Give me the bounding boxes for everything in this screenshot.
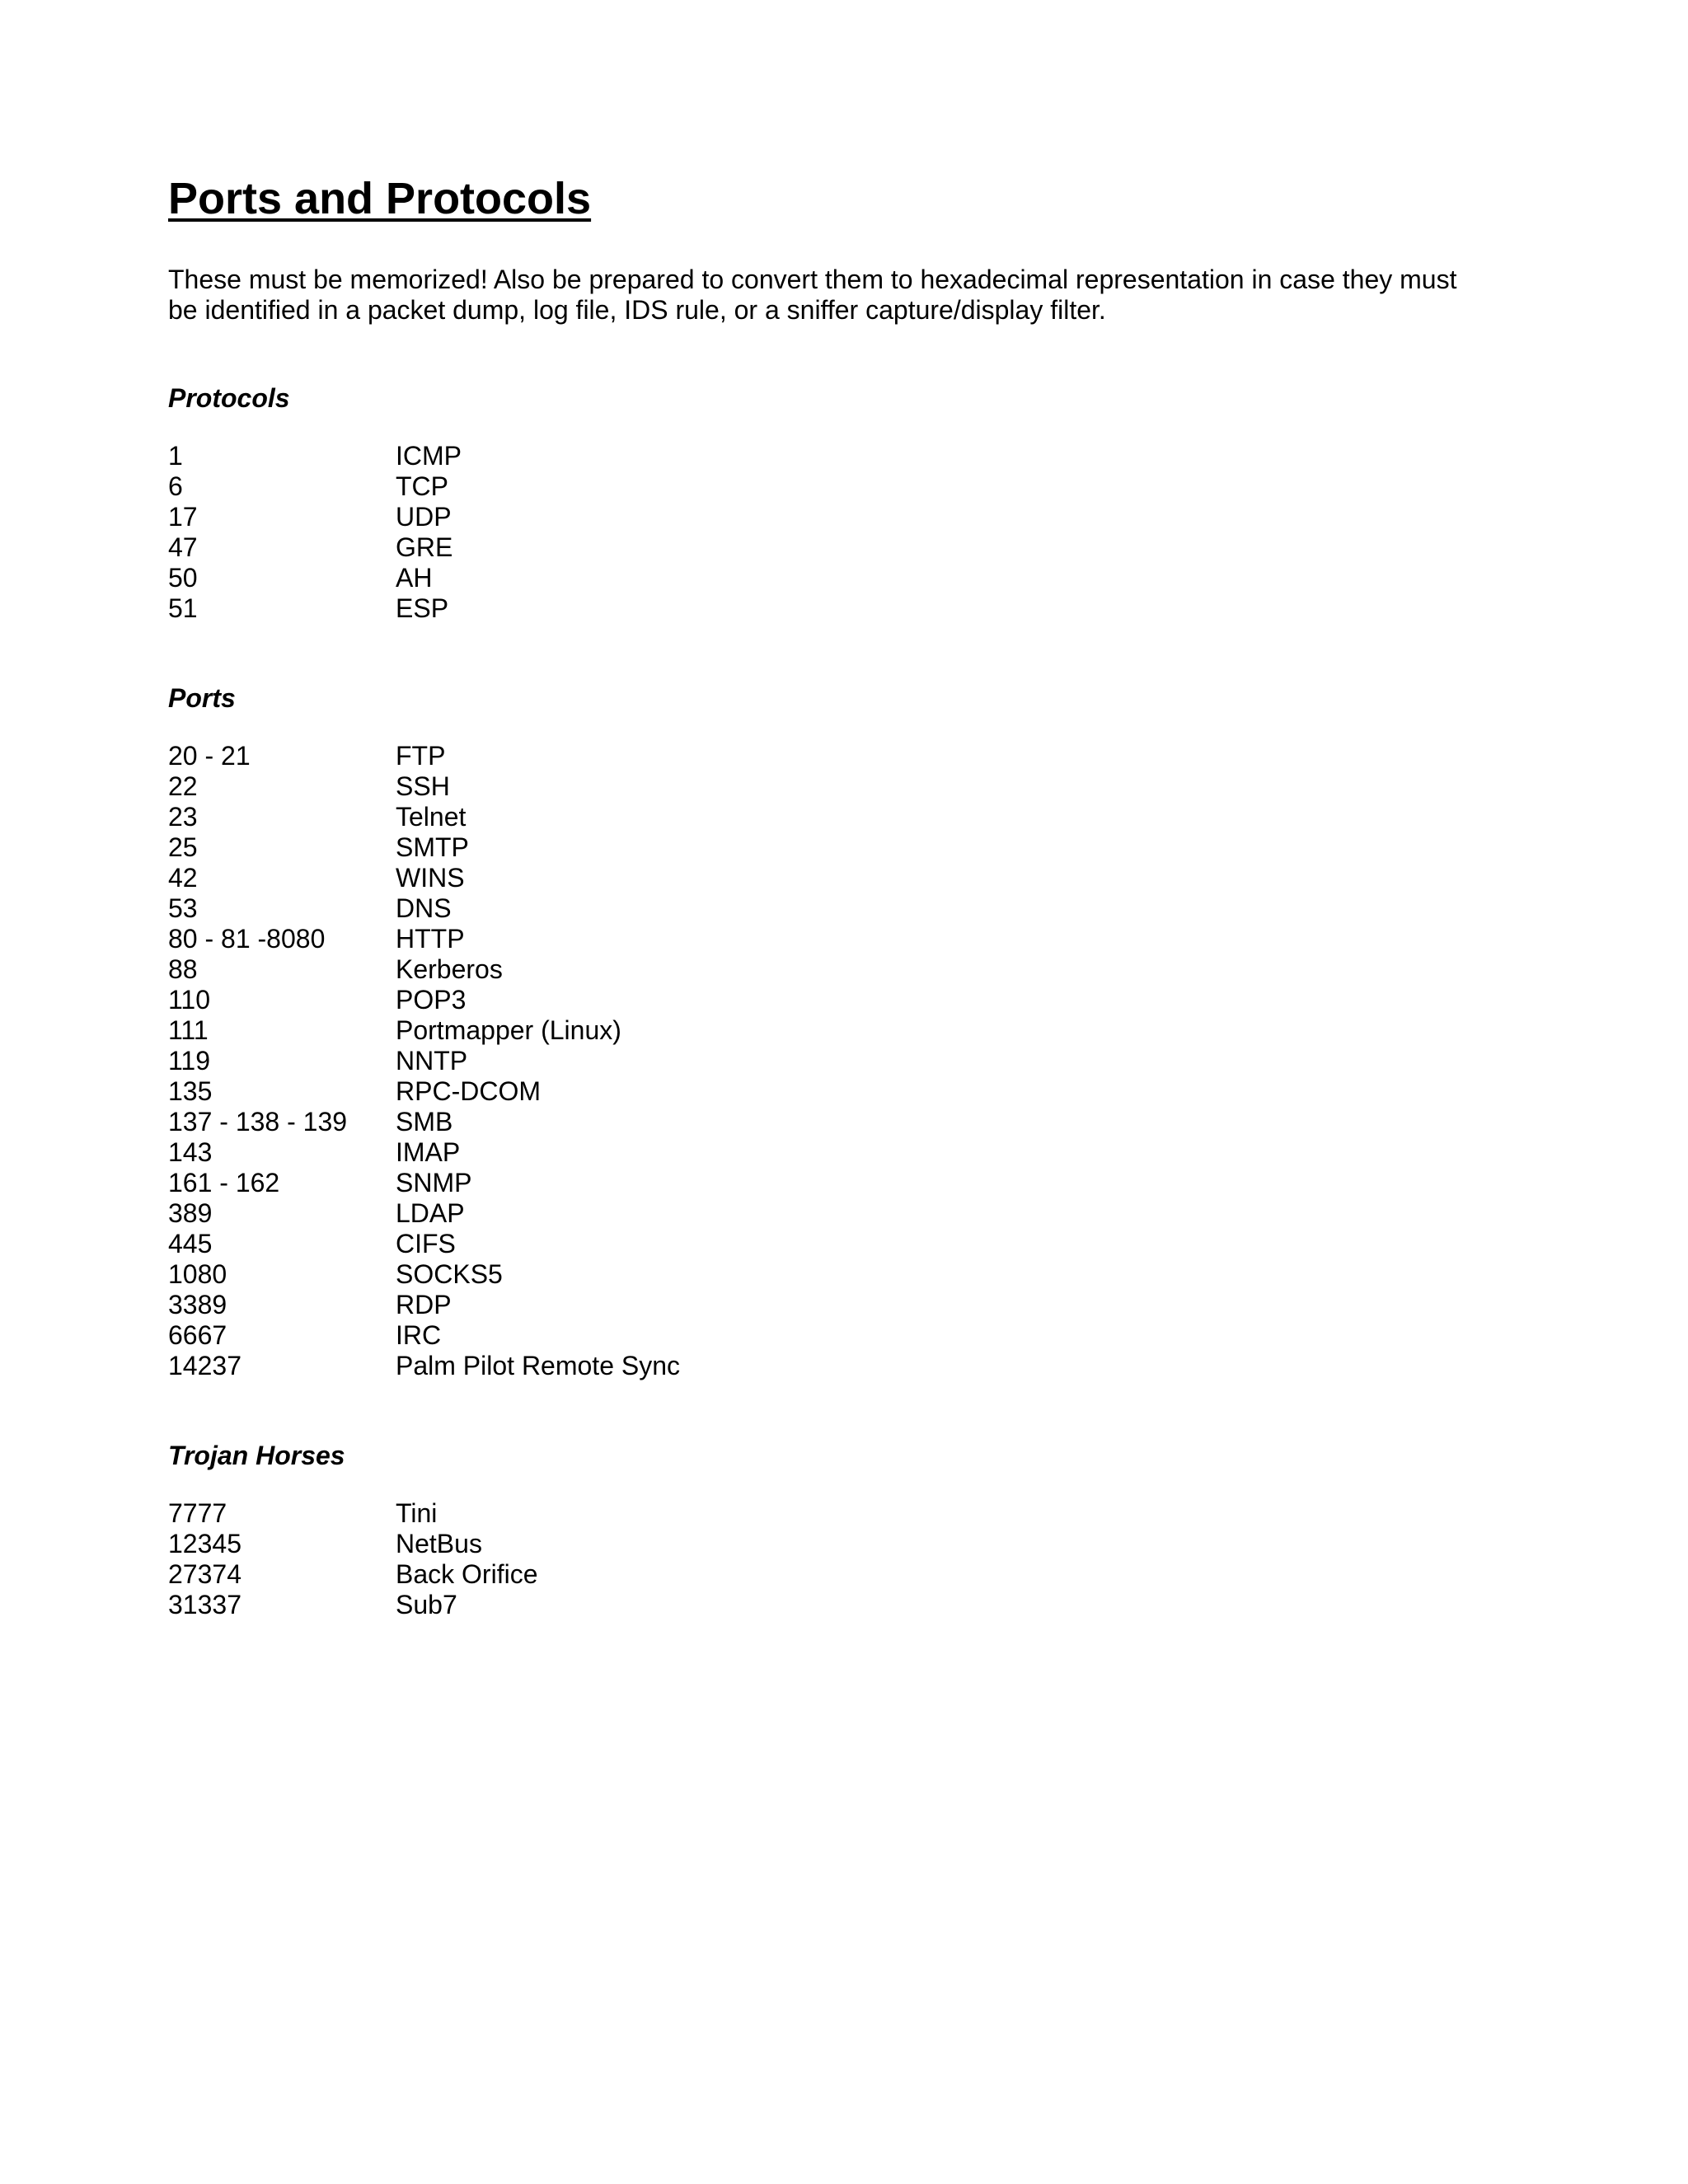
entry-name: WINS <box>396 863 465 893</box>
entry-name: Sub7 <box>396 1590 457 1619</box>
intro-paragraph: These must be memorized! Also be prepared to convert them to hexadecimal representation in case they must be identified in a packet dump, log file, IDS rule, or a sniffer capture/display filter. <box>168 265 1457 325</box>
entry-name: TCP <box>396 471 448 501</box>
list-item <box>168 1015 1487 1046</box>
entry-number: 14237 <box>168 1351 241 1380</box>
entry-number: 47 <box>168 532 198 562</box>
list-item <box>168 1498 1487 1529</box>
list-item <box>168 441 1487 471</box>
entry-number: 1080 <box>168 1259 227 1289</box>
entry-name: Kerberos <box>396 954 503 984</box>
list-item <box>168 1590 1487 1620</box>
entry-number: 111 <box>168 1015 209 1045</box>
entry-number: 17 <box>168 502 198 532</box>
entry-number: 3389 <box>168 1290 227 1319</box>
entry-number: 20 - 21 <box>168 741 251 771</box>
entry-name: SSH <box>396 771 450 801</box>
section-heading-ports: Ports <box>168 683 236 713</box>
entry-name: NNTP <box>396 1046 468 1076</box>
entry-number: 80 - 81 -8080 <box>168 924 326 954</box>
entry-number: 119 <box>168 1046 211 1076</box>
list-item <box>168 502 1487 532</box>
entry-name: Back Orifice <box>396 1559 538 1589</box>
list-item <box>168 1198 1487 1229</box>
entry-number: 110 <box>168 985 211 1015</box>
list-item <box>168 1168 1487 1198</box>
entry-name: SMB <box>396 1107 453 1137</box>
ports-list <box>168 741 1487 1381</box>
entry-name: Tini <box>396 1498 438 1528</box>
list-item <box>168 1259 1487 1290</box>
list-item <box>168 1046 1487 1076</box>
list-item <box>168 832 1487 863</box>
entry-number: 143 <box>168 1137 213 1167</box>
entry-name: AH <box>396 563 433 593</box>
entry-number: 25 <box>168 832 198 862</box>
list-item <box>168 893 1487 924</box>
entry-name: HTTP <box>396 924 465 954</box>
entry-number: 50 <box>168 563 198 593</box>
entry-name: DNS <box>396 893 452 923</box>
entry-number: 161 - 162 <box>168 1168 280 1197</box>
page-title: Ports and Protocols <box>168 174 592 223</box>
entry-number: 53 <box>168 893 198 923</box>
entry-number: 12345 <box>168 1529 241 1558</box>
entry-number: 445 <box>168 1229 213 1258</box>
entry-name: RPC-DCOM <box>396 1076 541 1106</box>
entry-name: NetBus <box>396 1529 482 1558</box>
list-item <box>168 563 1487 593</box>
entry-number: 6 <box>168 471 183 501</box>
entry-name: FTP <box>396 741 446 771</box>
entry-name: POP3 <box>396 985 467 1015</box>
list-item <box>168 1107 1487 1137</box>
list-item <box>168 1137 1487 1168</box>
list-item <box>168 1529 1487 1559</box>
entry-name: SMTP <box>396 832 469 862</box>
protocols-list <box>168 441 1487 624</box>
entry-number: 31337 <box>168 1590 241 1619</box>
list-item <box>168 471 1487 502</box>
entry-number: 1 <box>168 441 183 471</box>
entry-number: 22 <box>168 771 198 801</box>
entry-name: ESP <box>396 593 449 623</box>
document-page <box>168 169 1487 1620</box>
entry-number: 389 <box>168 1198 213 1228</box>
entry-number: 23 <box>168 802 198 832</box>
protocols-section <box>168 382 1487 624</box>
list-item <box>168 1320 1487 1351</box>
section-heading-protocols: Protocols <box>168 383 290 413</box>
entry-number: 27374 <box>168 1559 241 1589</box>
entry-name: Telnet <box>396 802 467 832</box>
entry-name: UDP <box>396 502 452 532</box>
list-item <box>168 863 1487 893</box>
list-item <box>168 771 1487 802</box>
list-item <box>168 1290 1487 1320</box>
list-item <box>168 1559 1487 1590</box>
ports-section <box>168 682 1487 1381</box>
entry-name: LDAP <box>396 1198 465 1228</box>
trojan-horses-list <box>168 1498 1487 1620</box>
entry-name: RDP <box>396 1290 452 1319</box>
entry-name: GRE <box>396 532 453 562</box>
list-item <box>168 924 1487 954</box>
entry-number: 135 <box>168 1076 213 1106</box>
entry-number: 7777 <box>168 1498 227 1528</box>
entry-name: Portmapper (Linux) <box>396 1015 621 1045</box>
list-item <box>168 985 1487 1015</box>
trojan-horses-section <box>168 1439 1487 1620</box>
list-item <box>168 593 1487 624</box>
list-item <box>168 1351 1487 1381</box>
entry-name: CIFS <box>396 1229 456 1258</box>
entry-name: Palm Pilot Remote Sync <box>396 1351 681 1380</box>
list-item <box>168 802 1487 832</box>
entry-number: 42 <box>168 863 198 893</box>
section-heading-trojan-horses: Trojan Horses <box>168 1441 345 1470</box>
entry-name: SOCKS5 <box>396 1259 503 1289</box>
entry-number: 137 - 138 - 139 <box>168 1107 348 1137</box>
list-item <box>168 741 1487 771</box>
entry-name: IMAP <box>396 1137 461 1167</box>
entry-number: 6667 <box>168 1320 227 1350</box>
entry-name: SNMP <box>396 1168 472 1197</box>
list-item <box>168 1076 1487 1107</box>
list-item <box>168 1229 1487 1259</box>
entry-name: ICMP <box>396 441 462 471</box>
entry-number: 51 <box>168 593 198 623</box>
list-item <box>168 532 1487 563</box>
entry-name: IRC <box>396 1320 442 1350</box>
list-item <box>168 954 1487 985</box>
entry-number: 88 <box>168 954 198 984</box>
